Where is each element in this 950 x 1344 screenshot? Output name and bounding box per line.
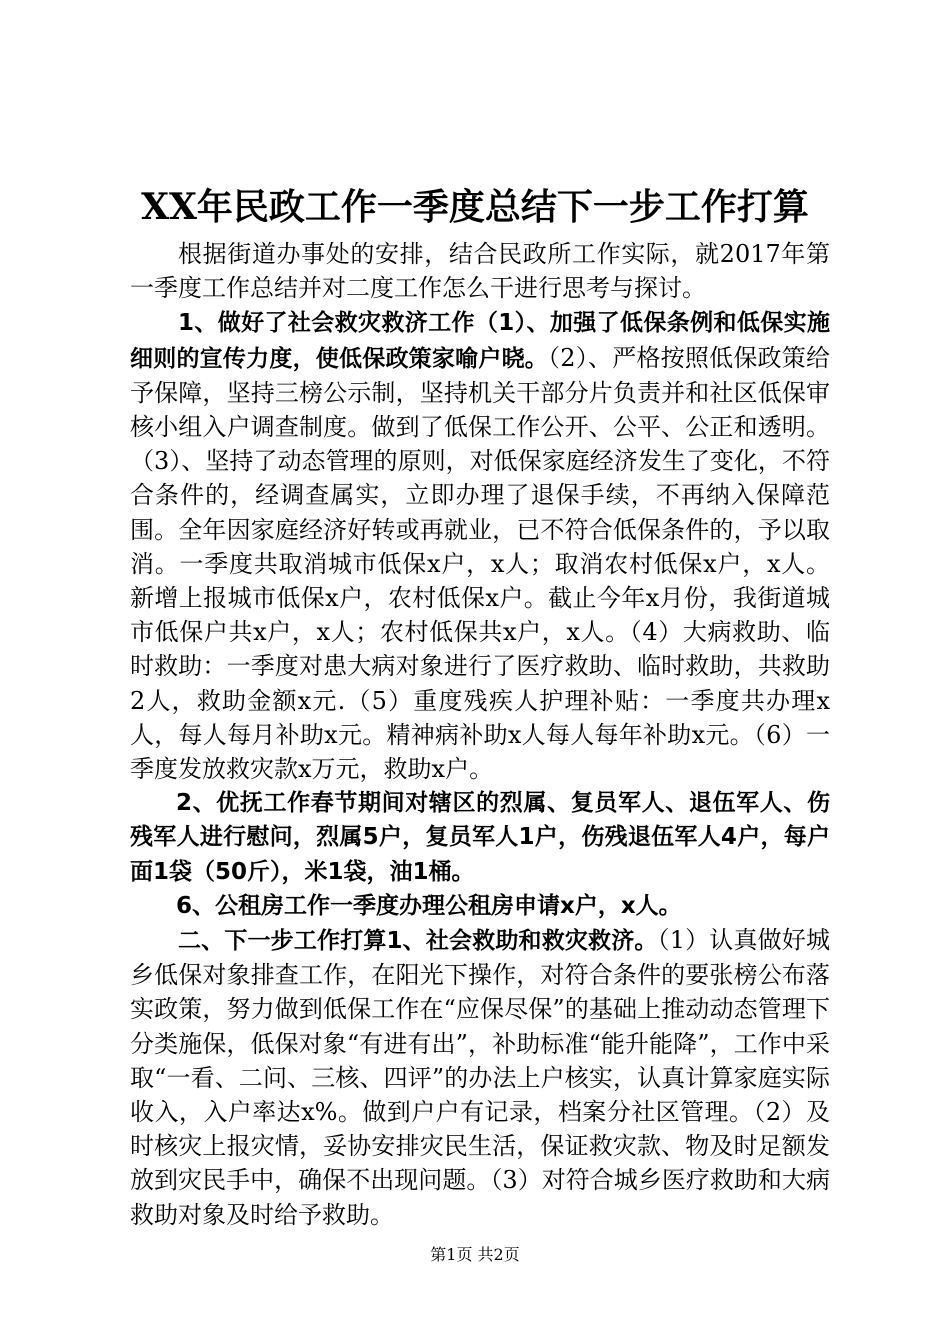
paragraph-disaster-relief-heading: 1、做好了社会救灾救济工作（1）、加强了低保条例和低保实施细则的宣传力度，使低保政策家喻户晓。 <box>130 310 830 372</box>
paragraph-intro: 根据街道办事处的安排，结合民政所工作实际，就2017年第一季度工作总结并对二度工作怎么干进行思考与探讨。 <box>130 240 830 303</box>
paragraph-disaster-relief <box>130 305 830 786</box>
paragraph-next-steps-text: （1）认真做好城乡低保对象排查工作，在阳光下操作，对符合条件的要张榜公布落实政策，努力做到低保工作在“应保尽保”的基础上推动动态管理下分类施保，低保对象“有进有出”，补助标准“能升能降”，工作中采取“一看、二问、三核、四评”的办法上户核实，认真计算家庭实际收入，入户率达x%。做到户户有记录，档案分社区管理。（2）及时核灾上报灾情，妥协安排灾民生活，保证救灾款、物及时足额发放到灾民手中，确保不出现问题。（3）对符合城乡医疗救助和大病救助对象及时给予救助。 <box>130 926 830 1229</box>
paragraph-disaster-relief-text: （2）、严格按照低保政策给予保障，坚持三榜公示制，坚持机关干部分片负责并和社区低保审核小组入户调查制度。做到了低保工作公开、公平、公正和透明。（3）、坚持了动态管理的原则，对低保家庭经济发生了变化，不符合条件的，经调查属实，立即办理了退保手续，不再纳入保障范围。全年因家庭经济好转或再就业，已不符合低保条件的，予以取消。一季度共取消城市低保x户，x人；取消农村低保x户，x人。新增上报城市低保x户，农村低保x户。截止今年x月份，我街道城市低保户共x户，x人；农村低保共x户，x人。（4）大病救助、临时救助：一季度对患大病对象进行了医疗救助、临时救助，共救助2人，救助金额x元.（5）重度残疾人护理补贴：一季度共办理x人，每人每月补助x元。精神病补助x人每人每年补助x元。（6）一季度发放救灾款x万元，救助x户。 <box>130 343 830 784</box>
paragraph-preferential-care: 2、优抚工作春节期间对辖区的烈属、复员军人、退伍军人、伤残军人进行慰问，烈属5户，复员军人1户，伤残退伍军人4户，每户面1袋（50斤），米1袋，油1桶。 <box>130 790 830 885</box>
document-title: XX年民政工作一季度总结下一步工作打算 <box>141 186 809 228</box>
paragraph-next-steps-heading: 二、下一步工作打算1、社会救助和救灾救济。 <box>178 928 658 955</box>
paragraph-public-rental-housing: 6、公租房工作一季度办理公租房申请x户，x人。 <box>176 892 682 919</box>
page-footer: 第1页 共2页 <box>430 1245 520 1264</box>
document-body <box>130 237 830 1232</box>
paragraph-next-steps <box>130 923 830 1232</box>
